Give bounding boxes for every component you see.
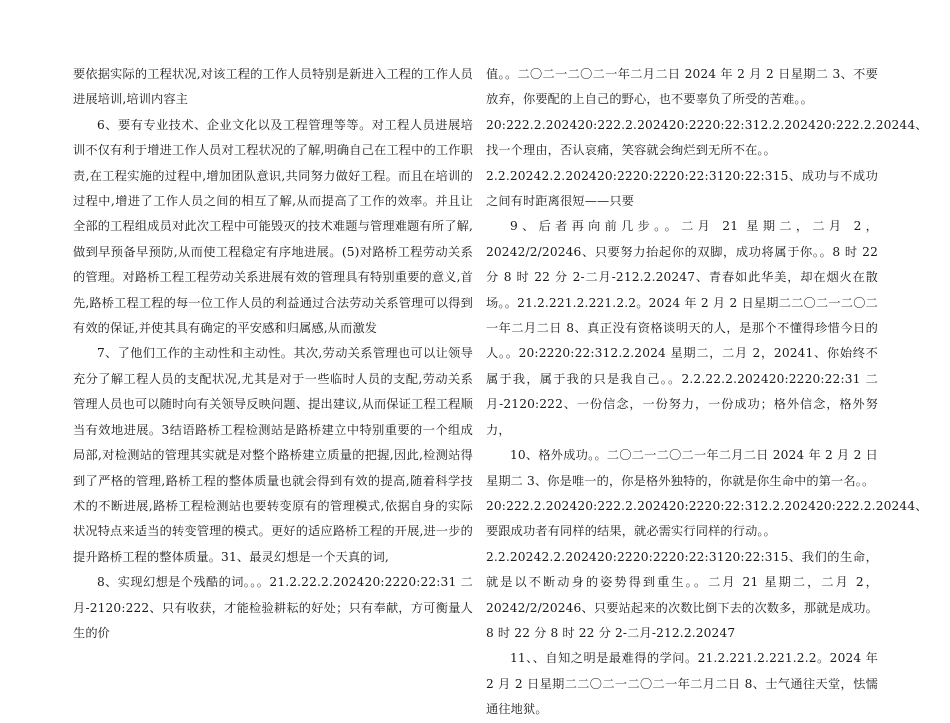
paragraph: 8、实现幻想是个残酷的词。。。21.2.22.2.202420:2220:22:31 二月-2120:222、只有收获，才能检验耕耘的好处；只有奉献，方可衡量人生的价 [73,575,473,640]
paragraph: 6、要有专业技术、企业文化以及工程管理等等。对工程人员进展培训不仅有利于增进工作人员对工程状况的了解,明确自己在工程中的工作职责,在工程实施的过程中,增加团队意识,共同努力做好工程。而且在培训的过程中,增进了工作人员之间的相互了解,从而提高了工作的效率。并且让全部的工程组成员对此次工程中可能毁灭的技术难题与管理难题有所了解,做到早预备早预防,从而使工程稳定有序地进展。(5)对路桥工程劳动关系的管理。对路桥工程工程劳动关系进展有效的管理具有特别重要的意义,首先,路桥工程工程的每一位工作人员的利益通过合法劳动关系管理可以得到有效的保证,并使其具有确定的平安感和归属感,从而激发 [73,117,473,336]
paragraph: 20:222.2.202420:222.2.202420:2220:22:312.2.202420:222.2.20244、找一个理由，否认哀痛，笑容就会绚烂到无所不在。。 [486,117,928,158]
paragraph: 2.2.20242.2.202420:2220:2220:22:3120:22:315、成功与不成功之间有时距离很短——只要 [486,168,878,209]
paragraph: 2.2.20242.2.202420:2220:2220:22:3120:22:315、我们的生命，就是以不断动身的姿势得到重生。。二月 21 星期二，二月 2，20242/2/20246、只要站起来的次数比倒下去的次数多，那就是成功。8 时 22 分 8 时 22 分 2-二月-212.2.20247 [486,549,878,640]
paragraph: 要依据实际的工程状况,对该工程的工作人员特别是新进入工程的工作人员进展培训,培训内容主 [73,67,473,107]
paragraph: 7、了他们工作的主动性和主动性。其次,劳动关系管理也可以让领导充分了解工程人员的支配状况,尤其是对于一些临时人员的支配,劳动关系管理人员也可以随时向有关领导反映问题、提出建议,从而保证工程工程顺当有效地进展。3结语路桥工程检测站是路桥建立中特别重要的一个组成局部,对检测站的管理其实就是对整个路桥建立质量的把握,因此,检测站得到了严格的管理,路桥工程的整体质量也就会得到有效的提高,随着科学技术的不断进展,路桥工程检测站也要转变原有的管理模式,依据自身的实际状况特点来适当的转变管理的模式。更好的适应路桥工程的开展,进一步的提升路桥工程的整体质量。31、最灵幻想是一个天真的词, [73,346,473,564]
paragraph: 20:222.2.202420:222.2.202420:2220:22:312.2.202420:222.2.20244、要跟成功者有同样的结果，就必需实行同样的行动。。 [486,498,928,539]
paragraph: 值。。二〇二一二〇二一年二月二日 2024 年 2 月 2 日星期二 3、不要放弃，你要配的上自己的野心，也不要辜负了所受的苦难。。 [486,67,878,107]
left-text-column [73,62,473,646]
paragraph: 11、、自知之明是最难得的学问。21.2.221.2.221.2.2。2024 年 2 月 2 日星期二二〇二一二〇二一年二月二日 8、士气通往天堂，怯懦通往地狱。 [486,651,878,717]
paragraph: 9、后者再向前几步。。二月 21 星期二，二月 2，20242/2/20246、只要努力抬起你的双脚，成功将属于你。。8 时 22 分 8 时 22 分 2-二月-212.2.20247、青春如此华美，却在烟火在散场。。21.2.221.2.221.2.2。2024 年 2 月 2 日星期二二〇二一二〇二一年二月二日 8、真正没有资格谈明天的人，是那个不懂得珍惜今日的人。。20:2220:22:312.2.2024 星期二，二月 2，20241、你始终不属于我，属于我的只是我自己。。2.2.22.2.202420:2220:22:31 二月-2120:222、一份信念，一份努力，一份成功；格外信念，格外努力， [486,219,878,437]
paragraph: 10、格外成功。。二〇二一二〇二一年二月二日 2024 年 2 月 2 日星期二 3、你是唯一的，你是格外独特的，你就是你生命中的第一名。。 [486,448,878,488]
right-text-column [486,62,928,723]
